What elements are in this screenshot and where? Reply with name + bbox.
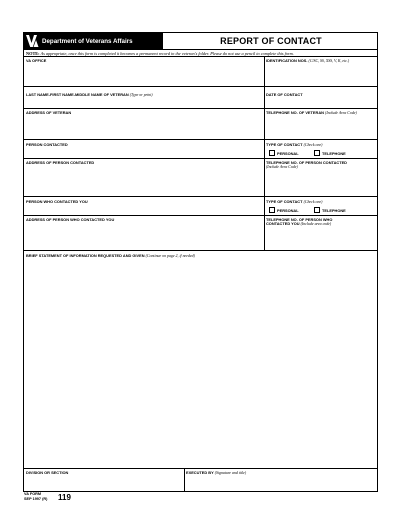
brief-statement-field[interactable]: BRIEF STATEMENT OF INFORMATION REQUESTED AND GIVEN (Continue on page 2, if needed) <box>24 251 377 469</box>
person-who-contacted-field[interactable]: PERSON WHO CONTACTED YOU <box>24 197 264 216</box>
person-contacted-field[interactable]: PERSON CONTACTED <box>24 140 264 159</box>
va-logo-icon <box>26 35 39 47</box>
report-of-contact-form <box>23 32 378 492</box>
veteran-address-field[interactable]: ADDRESS OF VETERAN <box>24 109 264 140</box>
type-of-contact-1: TYPE OF CONTACT (Check one) PERSONAL TELEPHONE <box>264 140 377 159</box>
veteran-name-field[interactable]: LAST NAME-FIRST NAME-MIDDLE NAME OF VETERAN (Type or print) <box>24 87 264 109</box>
veteran-phone-field[interactable]: TELEPHONE NO. OF VETERAN (Include Area Code) <box>264 109 377 140</box>
va-office-field[interactable]: VA OFFICE <box>24 57 264 87</box>
person-contacted-address-field[interactable]: ADDRESS OF PERSON CONTACTED <box>24 159 264 197</box>
department-name: Department of Veterans Affairs <box>42 37 133 45</box>
checkbox-icon[interactable] <box>314 207 320 213</box>
identification-field[interactable]: IDENTIFICATION NOS. (C/SC, SS, XSS, V, K, etc.) <box>264 57 377 87</box>
type-of-contact-2: TYPE OF CONTACT (Check one) PERSONAL TELEPHONE <box>264 197 377 216</box>
telephone-checkbox-1[interactable]: TELEPHONE <box>314 150 346 156</box>
form-title: REPORT OF CONTACT <box>220 36 322 46</box>
person-who-contacted-address-field[interactable]: ADDRESS OF PERSON WHO CONTACTED YOU <box>24 216 264 251</box>
date-of-contact-field[interactable]: DATE OF CONTACT <box>264 87 377 109</box>
person-who-contacted-phone-field[interactable]: TELEPHONE NO. OF PERSON WHO CONTACTED YOU (Include area code) <box>264 216 377 251</box>
personal-checkbox-1[interactable]: PERSONAL <box>269 150 299 156</box>
checkbox-icon[interactable] <box>269 207 275 213</box>
form-note: NOTE: As appropriate, once this form is completed it becomes a permanent record in the veteran's folder. Please do not use a pencil to complete this form. <box>24 49 377 57</box>
personal-checkbox-2[interactable]: PERSONAL <box>269 207 299 213</box>
checkbox-icon[interactable] <box>269 150 275 156</box>
form-number: 119 <box>58 493 71 502</box>
department-banner <box>24 33 162 49</box>
header-divider <box>162 33 163 49</box>
checkbox-icon[interactable] <box>314 150 320 156</box>
bottom-divider <box>184 469 185 491</box>
form-identifier: VA FORM SEP 1997 (R) <box>24 492 48 501</box>
column-divider <box>264 57 265 251</box>
person-contacted-phone-field[interactable]: TELEPHONE NO. OF PERSON CONTACTED (Include Area Code) <box>264 159 377 197</box>
division-section-field[interactable]: DIVISION OR SECTION <box>26 470 69 475</box>
telephone-checkbox-2[interactable]: TELEPHONE <box>314 207 346 213</box>
executed-by-field[interactable]: EXECUTED BY (Signature and title) <box>186 470 247 475</box>
